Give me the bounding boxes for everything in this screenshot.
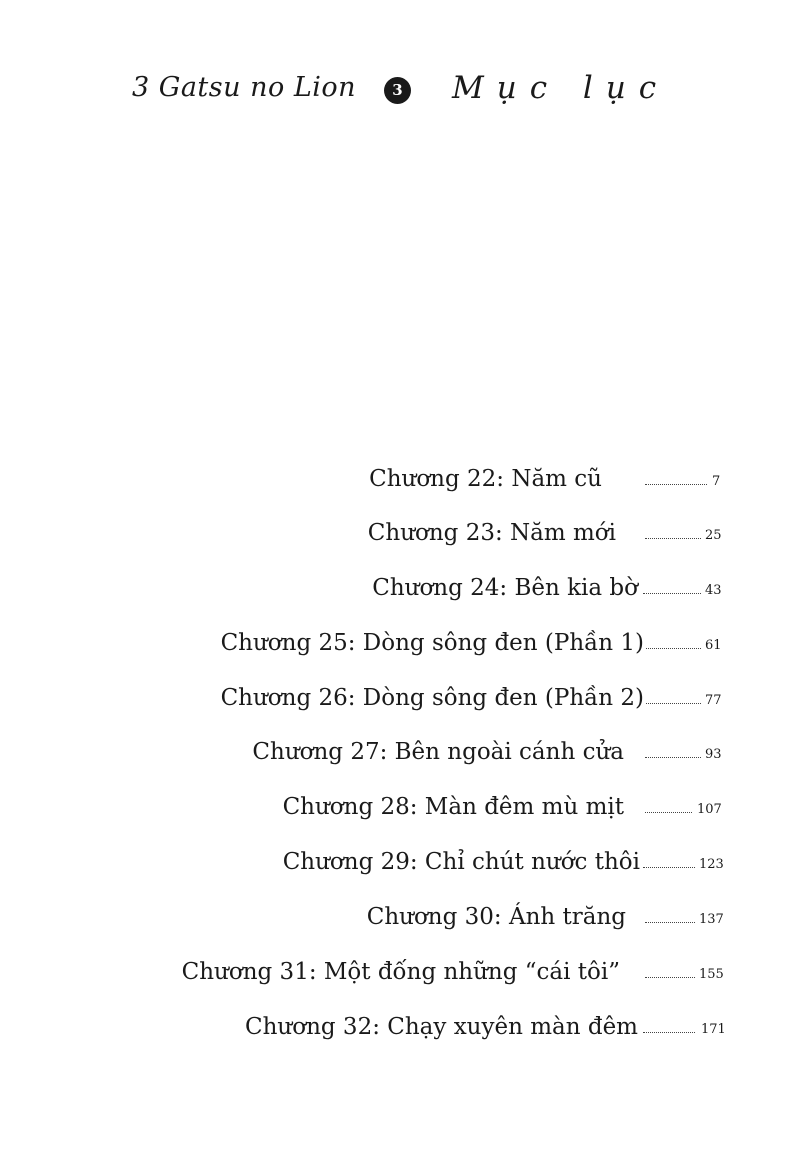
chapter-page-number: 123 [699,857,724,872]
dot-leader [645,538,701,539]
chapter-title: Chương 28: Màn đêm mù mịt [282,794,624,820]
chapter-title: Chương 30: Ánh trăng [366,904,626,930]
series-title: 3 Gatsu no Lion [132,72,357,103]
chapter-title: Chương 29: Chỉ chút nước thôi [282,849,640,875]
chapter-title: Chương 26: Dòng sông đen (Phần 2) [220,685,644,711]
chapter-title: Chương 31: Một đống những “cái tôi” [181,959,620,985]
chapter-title: Chương 27: Bên ngoài cánh cửa [252,739,624,765]
chapter-page-number: 7 [712,474,721,489]
chapter-page-number: 61 [705,638,722,653]
chapter-title: Chương 22: Năm cũ [369,466,602,492]
chapter-page-number: 107 [697,802,722,817]
chapter-page-number: 171 [701,1022,726,1037]
chapter-title: Chương 24: Bên kia bờ [372,575,638,601]
chapter-title: Chương 25: Dòng sông đen (Phần 1) [220,630,644,656]
dot-leader [646,703,701,704]
dot-leader [643,867,695,868]
dot-leader [645,922,695,923]
chapter-title: Chương 32: Chạy xuyên màn đêm [245,1014,638,1040]
dot-leader [645,757,701,758]
dot-leader [645,977,695,978]
chapter-page-number: 43 [705,583,722,598]
volume-badge: 3 [384,77,411,104]
chapter-title: Chương 23: Năm mới [367,520,616,546]
dot-leader [645,484,707,485]
chapter-page-number: 137 [699,912,724,927]
dot-leader [643,1032,695,1033]
dot-leader [643,593,701,594]
chapter-page-number: 77 [705,693,722,708]
dot-leader [645,812,692,813]
toc-heading: Mục lục [452,70,670,106]
chapter-page-number: 93 [705,747,722,762]
chapter-page-number: 25 [705,528,722,543]
chapter-page-number: 155 [699,967,724,982]
dot-leader [646,648,701,649]
